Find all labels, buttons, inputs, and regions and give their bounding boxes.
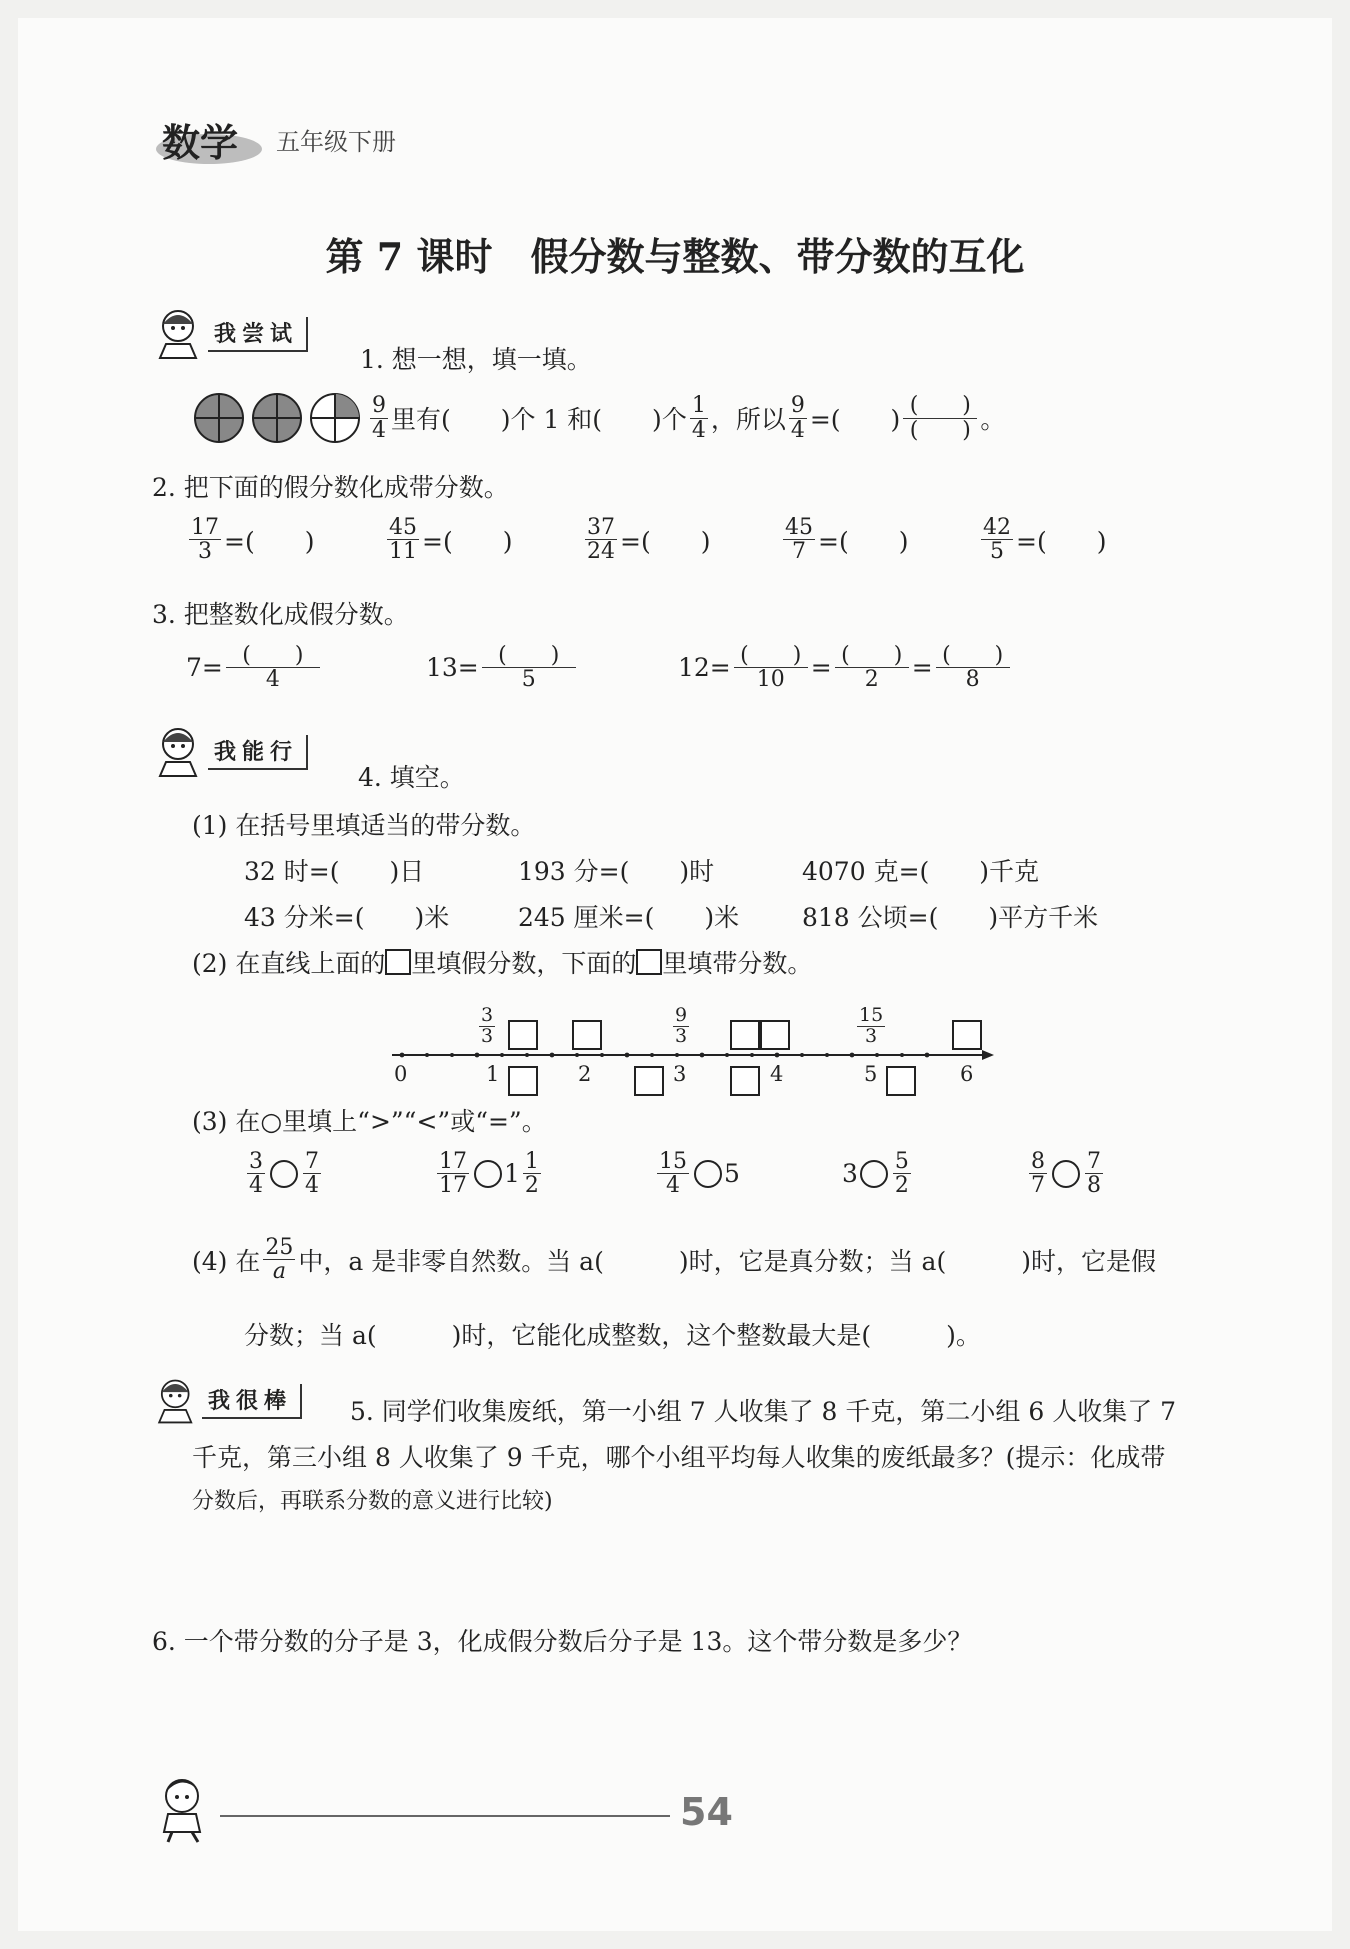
box-icon xyxy=(385,949,411,975)
answer-box-above[interactable] xyxy=(730,1020,760,1050)
box-icon xyxy=(636,949,662,975)
fraction-9-4: $\frac{9}{4}$ xyxy=(372,393,386,443)
q1-end: 。 xyxy=(980,405,1006,434)
compare-item-4[interactable]: 3 $\frac{5}{2}$ xyxy=(842,1149,909,1199)
number-line xyxy=(390,1006,1000,1106)
tick-label-6: 6 xyxy=(960,1062,974,1086)
above-fraction-3-3: $\frac{3}{3}$ xyxy=(481,1004,494,1047)
subject-badge xyxy=(150,112,262,165)
answer-box-below[interactable] xyxy=(508,1066,538,1096)
q4-p1-r1-c[interactable]: 4070 克=( )千克 xyxy=(802,857,1040,886)
section-try-label: 我尝试 xyxy=(208,317,308,352)
page-number: 54 xyxy=(680,1790,733,1834)
section-great-label: 我很棒 xyxy=(202,1384,302,1419)
section-try xyxy=(152,306,308,362)
compare-circle[interactable] xyxy=(1052,1160,1080,1188)
q3-label: 3. 把整数化成假分数。 xyxy=(152,600,409,629)
q1-text-2: ，所以 xyxy=(710,405,786,434)
q1-row xyxy=(192,390,1005,446)
q2-item-5[interactable]: $\frac{42}{5}$ =( ) xyxy=(983,515,1107,565)
section-can-label: 我能行 xyxy=(208,735,308,770)
tick-label-1: 1 xyxy=(486,1062,500,1086)
q4-part2-label: (2) 在直线上面的 里填假分数，下面的 里填带分数。 xyxy=(192,949,813,978)
q4-p1-r2-b[interactable]: 245 厘米=( )米 xyxy=(518,903,740,932)
q1-label: 1. 想一想，填一填。 xyxy=(360,345,592,374)
subject-title: 数学 xyxy=(162,121,239,165)
compare-item-2[interactable]: $\frac{17}{17}$ 1 $\frac{1}{2}$ xyxy=(439,1149,539,1199)
q2-label: 2. 把下面的假分数化成带分数。 xyxy=(152,473,509,502)
above-fraction-15-3: $\frac{15}{3}$ xyxy=(859,1004,884,1047)
compare-circle[interactable] xyxy=(860,1160,888,1188)
answer-box-below[interactable] xyxy=(634,1066,664,1096)
section-great xyxy=(152,1376,302,1426)
fraction-9-4-repeat: $\frac{9}{4}$ xyxy=(790,393,805,443)
answer-box-above[interactable] xyxy=(572,1020,602,1050)
answer-box-below[interactable] xyxy=(886,1066,916,1096)
answer-box-below[interactable] xyxy=(730,1066,760,1096)
tick-label-5: 5 xyxy=(864,1062,878,1086)
q4-label: 4. 填空。 xyxy=(358,763,465,792)
q4-part4-line2[interactable]: 分数；当 a( )时，它能化成整数，这个整数最大是( )。 xyxy=(244,1321,981,1350)
q2-item-4[interactable]: $\frac{45}{7}$ =( ) xyxy=(785,515,909,565)
q4-p1-r2-c[interactable]: 818 公顷=( )平方千米 xyxy=(802,903,1099,932)
q4-part1-label: (1) 在括号里填适当的带分数。 xyxy=(192,811,536,840)
fraction-1-4: $\frac{1}{4}$ xyxy=(691,393,706,443)
compare-item-3[interactable]: $\frac{15}{4}$ 5 xyxy=(659,1149,740,1199)
q4-part4-line1: (4) 在 $\frac{25}{a}$ 中，a 是非零自然数。当 a( )时，它是真分数；当 a( )时，它是假 xyxy=(192,1235,1156,1285)
lesson-title: 第 7 课时 假分数与整数、带分数的互化 xyxy=(325,234,1025,279)
q2-item-1[interactable]: $\frac{17}{3}$ =( ) xyxy=(191,515,315,565)
section-can xyxy=(152,724,308,780)
compare-item-5[interactable]: $\frac{8}{7}$ $\frac{7}{8}$ xyxy=(1031,1149,1101,1199)
q4-p1-r2-a[interactable]: 43 分米=( )米 xyxy=(244,903,450,932)
q2-item-3[interactable]: $\frac{37}{24}$ =( ) xyxy=(587,515,711,565)
answer-box-above[interactable] xyxy=(760,1020,790,1050)
girl-mascot-icon xyxy=(152,306,208,362)
compare-circle[interactable] xyxy=(270,1160,298,1188)
compare-circle[interactable] xyxy=(474,1160,502,1188)
q2-item-2[interactable]: $\frac{45}{11}$ =( ) xyxy=(389,515,513,565)
q4-p1-r1-a[interactable]: 32 时=( )日 xyxy=(244,857,425,886)
tick-label-3: 3 xyxy=(673,1062,687,1086)
q1-text-3: =( ) xyxy=(809,405,901,434)
girl-mascot-icon xyxy=(152,1376,202,1426)
girl-mascot-icon xyxy=(152,724,208,780)
q4-part3-label: (3) 在○里填上“>”“<”或“=”。 xyxy=(192,1107,547,1136)
q5-line1: 5. 同学们收集废纸，第一小组 7 人收集了 8 千克，第二小组 6 人收集了 7 xyxy=(350,1397,1177,1426)
q3-item-c[interactable]: 12= $\frac{( )}{10}$ = $\frac{( )}{2}$ = $\frac{( )}{8}$ xyxy=(678,644,1013,691)
boy-mascot-icon xyxy=(150,1774,220,1844)
q1-text-1: 里有( )个 1 和( )个 xyxy=(391,405,687,434)
q5-line3: 分数后，再联系分数的意义进行比较) xyxy=(192,1489,553,1514)
q1-blank-fraction[interactable]: $\frac{( )}{( )}$ xyxy=(903,394,977,441)
q4-p1-r1-b[interactable]: 193 分=( )时 xyxy=(518,857,715,886)
above-fraction-9-3: $\frac{9}{3}$ xyxy=(675,1004,688,1047)
answer-box-above[interactable] xyxy=(508,1020,538,1050)
quarter-circles-icon xyxy=(192,390,362,446)
footer-rule xyxy=(220,1815,670,1817)
q3-item-a[interactable]: 7= $\frac{( )}{4}$ xyxy=(186,644,323,691)
compare-circle[interactable] xyxy=(694,1160,722,1188)
tick-label-2: 2 xyxy=(578,1062,592,1086)
grade-label: 五年级下册 xyxy=(276,128,396,156)
tick-label-4: 4 xyxy=(770,1062,784,1086)
q6-text: 6. 一个带分数的分子是 3，化成假分数后分子是 13。这个带分数是多少？ xyxy=(152,1627,973,1656)
compare-item-1[interactable]: $\frac{3}{4}$ $\frac{7}{4}$ xyxy=(249,1149,319,1199)
q3-item-b[interactable]: 13= $\frac{( )}{5}$ xyxy=(426,644,579,691)
tick-label-0: 0 xyxy=(394,1062,408,1086)
q5-line2: 千克，第三小组 8 人收集了 9 千克，哪个小组平均每人收集的废纸最多？(提示：化成带 xyxy=(192,1443,1166,1472)
answer-box-above[interactable] xyxy=(952,1020,982,1050)
